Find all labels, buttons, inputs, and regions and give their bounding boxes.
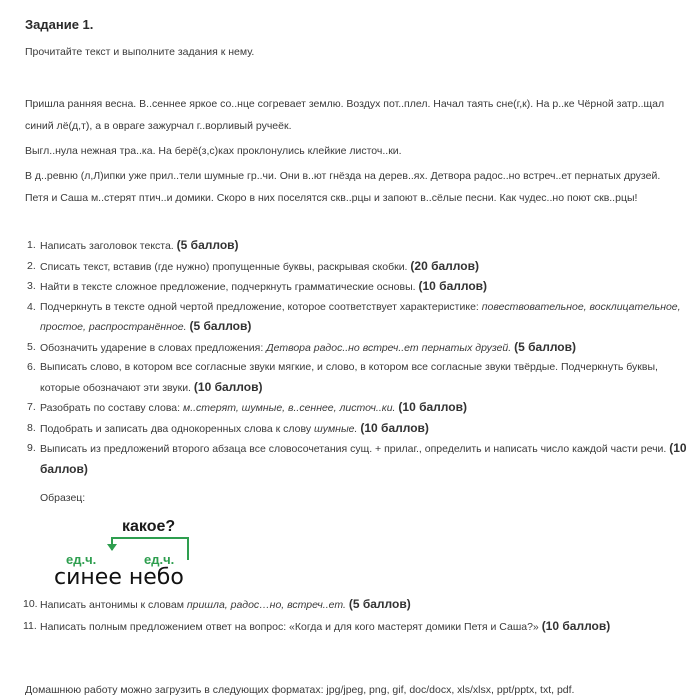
task-item: 6. Выписать слово, в котором все согласные звуки мягкие, и слово, в котором все согласные звуки твёрдые. Подчеркнуть буквы, которые обозначают эти звуки. (10 баллов) [27, 361, 658, 394]
task-item: 1. Написать заголовок текста. (5 баллов) [27, 238, 239, 252]
intro-text: Прочитайте текст и выполните задания к нему. [25, 46, 255, 58]
text-paragraph-3: В д..ревню (л,Л)ипки уже прил..тели шумные гр..чи. Они в..ют гнёзда на дерев..ях. Детвора радос..но встреч..ет пернатых друзей. Петя и Саша м..стерят птич..и домики. Скоро в них поселятся скв..рцы и запоют в..сёлые песни. Как чудес..но поют скв..рцы! [25, 170, 661, 204]
sample-arrow [107, 544, 117, 551]
task-item: 8. Подобрать и записать два однокоренных слова к слову шумные. (10 баллов) [27, 420, 429, 435]
sample-label: Образец: [40, 492, 86, 504]
task-item: 4. Подчеркнуть в тексте одной чертой предложение, которое соответствует характеристике: повествовательное, восклицательное, простое, распространённое. (5 баллов) [27, 300, 681, 333]
sample-tag-2: ед.ч. [144, 552, 175, 567]
task-item: 5. Обозначить ударение в словах предложения: Детвора радос..но встреч..ет пернатых друзей. (5 баллов) [27, 339, 576, 354]
sample-tag-1: ед.ч. [66, 552, 97, 567]
task-item: 11. Написать полным предложением ответ на вопрос: «Когда и для кого мастерят домики Петя и Саша?» (10 баллов) [23, 619, 611, 633]
page-title: Задание 1. [25, 17, 94, 32]
sample-phrase: синее небо [54, 565, 184, 590]
task-item: 7. Разобрать по составу слова: м..стерят, шумные, в..сеннее, листоч..ки. (10 баллов) [27, 400, 467, 414]
task-list-continued [0, 594, 690, 638]
task-item: 2. Списать текст, вставив (где нужно) пропущенные буквы, раскрывая скобки. (20 баллов) [27, 258, 479, 273]
sample-question: какое? [122, 518, 176, 535]
task-item: 3. Найти в тексте сложное предложение, подчеркнуть грамматические основы. (10 баллов) [27, 279, 488, 293]
text-paragraph-2: Выгл..нула нежная тра..ка. На берё(з,с)ках проклонулись клейкие листоч..ки. [25, 145, 402, 157]
sample-diagram [50, 512, 210, 592]
task-list [0, 236, 690, 480]
task-item: 9. Выписать из предложений второго абзаца все словосочетания сущ. + прилаг., определить и написать число каждой части речи. (10 баллов) [27, 441, 687, 476]
task-item: 10. Написать антонимы к словам пришла, радос…но, встреч..ет. (5 баллов) [23, 597, 411, 611]
text-paragraph-1: Пришла ранняя весна. В..сеннее яркое со..нце согревает землю. Воздух пот..плел. Начал таять сне(г,к). На р..ке Чёрной затр..щал синий лё(д,т), а в овраге зажурчал г..ворливый ручеёк. [25, 98, 665, 132]
upload-formats-note: Домашнюю работу можно загрузить в следующих форматах: jpg/jpeg, png, gif, doc/docx, xls/xlsx, ppt/pptx, txt, pdf. [25, 684, 575, 696]
